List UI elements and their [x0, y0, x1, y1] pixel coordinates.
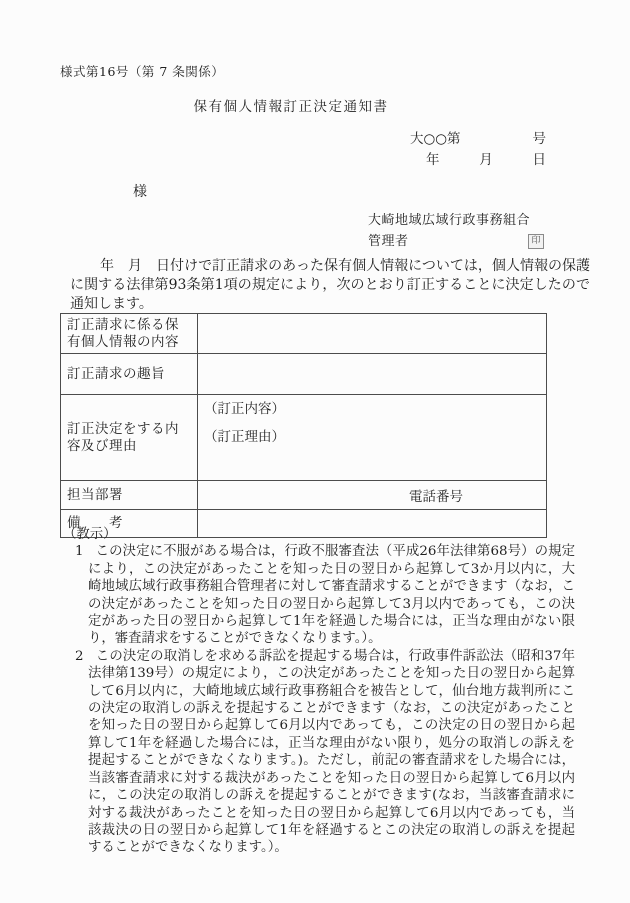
sender-block: [368, 210, 544, 252]
doc-number-suffix: 号: [532, 131, 546, 147]
correction-content-label: （訂正内容）: [204, 401, 285, 417]
row-label-request-purport: 訂正請求の趣旨: [61, 354, 198, 395]
document-number-line: [410, 129, 546, 150]
row-value-decision-content: [198, 395, 547, 481]
form-number: 様式第16号（第 7 条関係）: [60, 64, 225, 79]
row-label-department: 担当部署: [61, 481, 198, 510]
note-item-1: [63, 543, 575, 647]
note-2-text: この決定の取消しを求める訴訟を提起する場合は，行政事件訴訟法（昭和37年法律第139号）の規定により，この決定があったことを知った日の翌日から起算して6月以内に，大崎地域広域行政事務組合を被告として，仙台地方裁判所にこの決定の取消しの訴えを提起することができます（なお，この決定があったことを知った日の翌日から起算して6月以内であっても，この決定の日の翌日から起算して1年を経過した場合には，正当な理由がない限り，処分の取消しの訴えを提起することができなくなります。)。ただし，前記の審査請求をした場合には，当該審査請求に対する裁決があったことを知った日の翌日から起算して6月以内に，この決定の取消しの訴えを提起することができます(なお，当該審査請求に対する裁決があったことを知った日の翌日から起算して6月以内であっても，当該裁決の日の翌日から起算して1年を経過するとこの決定の取消しの訴えを提起することができなくなります。）。: [88, 648, 575, 856]
sender-organization: 大崎地域広域行政事務組合: [368, 213, 531, 228]
correction-reason-label: （訂正理由）: [204, 429, 285, 445]
phone-number-label: 電話番号: [409, 489, 463, 505]
table-row-correction-target: [61, 314, 547, 354]
note-1-number: 1: [75, 544, 84, 560]
body-paragraph: 年 月 日付けで訂正請求のあった保有個人情報については，個人情報の保護に関する法律第93条第1項の規定により，次のとおり訂正することに決定したので通知します。: [70, 258, 590, 312]
note-item-2: [63, 648, 575, 857]
row-label-remarks: 備 考: [61, 510, 198, 538]
row-label-decision-content: 訂正決定をする内容及び理由: [61, 395, 198, 481]
sender-role-line: [368, 231, 544, 252]
doc-number-prefix: 大○○第: [410, 131, 461, 147]
row-value-request-purport: [198, 354, 547, 395]
row-value-correction-target: [198, 314, 547, 354]
date-year-label: 年: [426, 152, 440, 168]
table-row-department: [61, 481, 547, 510]
date-line: [410, 150, 546, 171]
notes-section: [63, 526, 575, 857]
seal-stamp: 印: [528, 234, 544, 249]
addressee-honorific: 様: [133, 184, 147, 200]
notes-heading: （教示）: [63, 527, 117, 542]
row-value-department: [198, 481, 547, 510]
note-1-text: この決定に不服がある場合は，行政不服審査法（平成26年法律第68号）の規定により，この決定があったことを知った日の翌日から起算して3か月以内に，大崎地域広域行政事務組合管理者に対して審査請求することができます（なお，この決定があったことを知った日の翌日から起算して3月以内であっても，この決定があった日の翌日から起算して1年を経過した場合には，正当な理由がない限り，審査請求をすることができなくなります。）。: [88, 544, 575, 647]
table-row-decision-content: [61, 395, 547, 481]
document-number-block: [410, 129, 546, 171]
page-title: 保有個人情報訂正決定通知書: [193, 99, 389, 115]
sender-role: 管理者: [368, 234, 409, 249]
row-label-correction-target: 訂正請求に係る保有個人情報の内容: [61, 314, 198, 354]
info-table: [60, 313, 547, 538]
note-2-number: 2: [75, 648, 84, 664]
date-day-label: 日: [532, 152, 546, 168]
date-month-label: 月: [479, 152, 493, 168]
table-row-request-purport: [61, 354, 547, 395]
